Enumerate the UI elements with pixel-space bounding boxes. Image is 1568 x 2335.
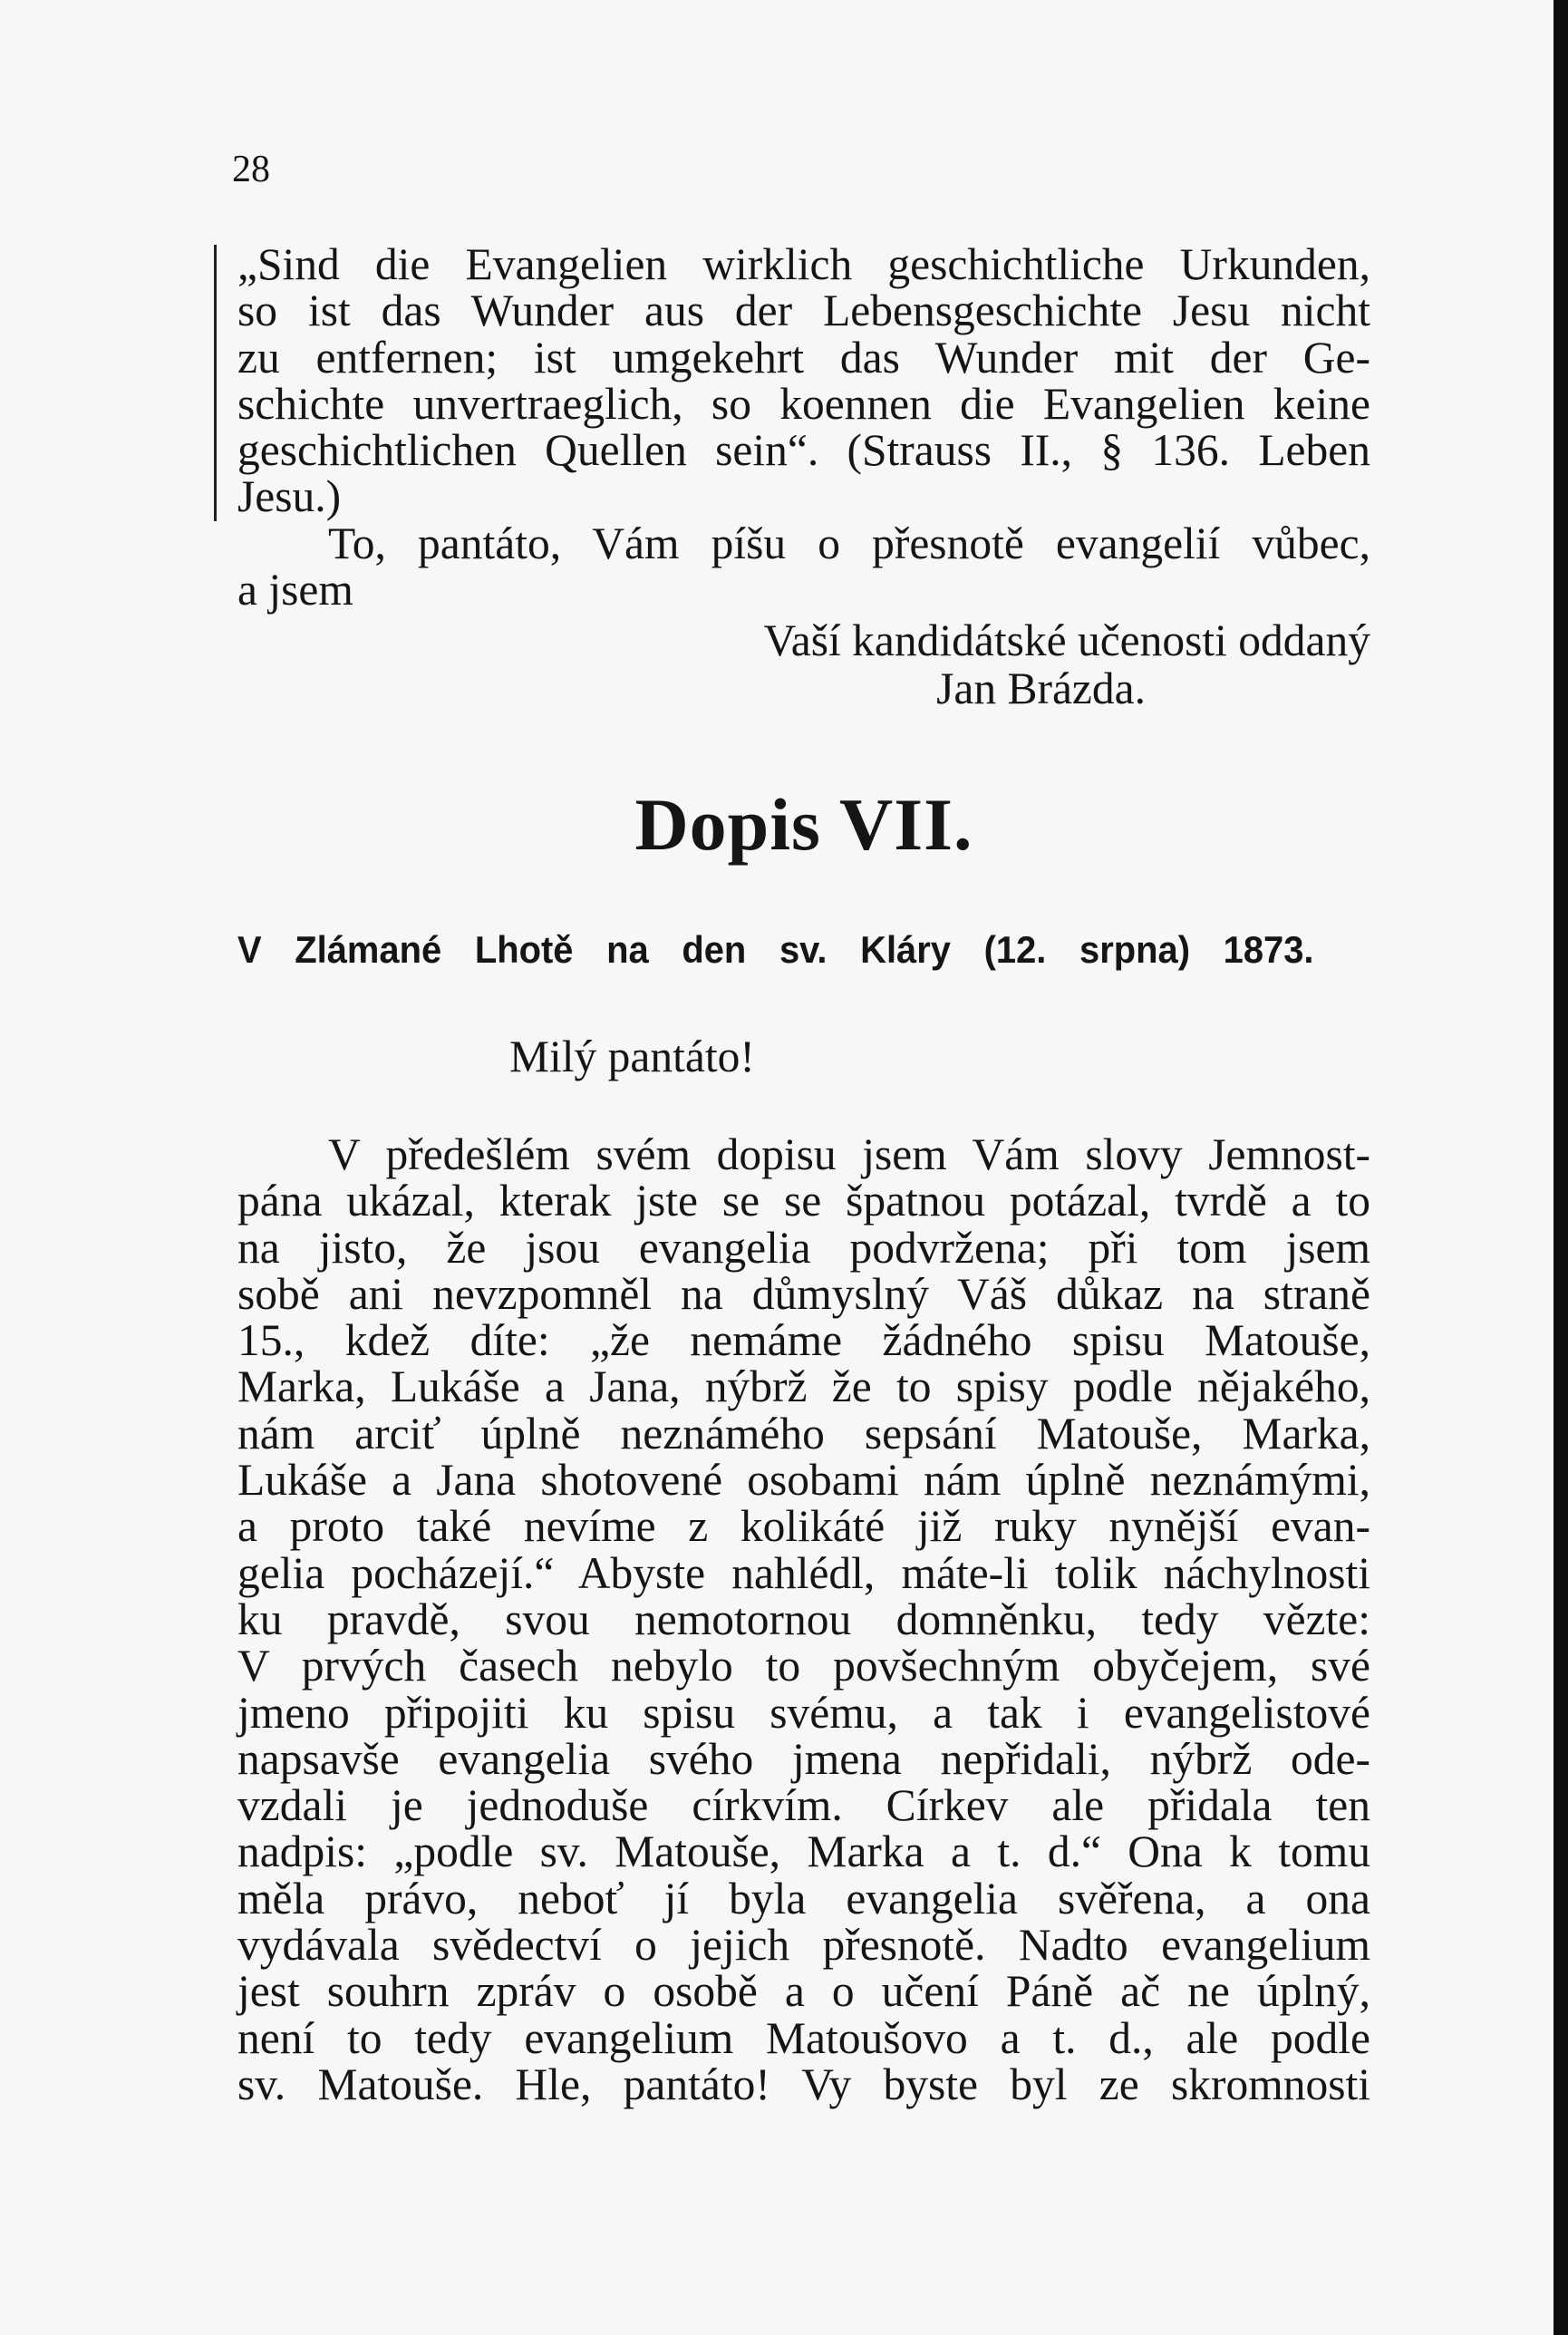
quote-line: zu entfernen; ist umgekehrt das Wunder mit der Ge-	[237, 332, 1370, 383]
body-line: napsavše evangelia svého jmena nepřidali, nýbrž ode-	[237, 1733, 1370, 1784]
body-line: V prvých časech nebylo to povšechným obyčejem, své	[237, 1641, 1370, 1691]
body-line: nadpis: „podle sv. Matouše, Marka a t. d.“ Ona k tomu	[237, 1826, 1370, 1877]
letter-body	[237, 1131, 1370, 2107]
letter-heading: Dopis VII.	[634, 783, 973, 866]
body-line: Lukáše a Jana shotovené osobami nám úplně neznámými,	[237, 1455, 1370, 1506]
body-line: V předešlém svém dopisu jsem Vám slovy Jemnost-	[328, 1129, 1370, 1179]
body-line: a proto také nevíme z kolikáté již ruky nynější evan-	[237, 1501, 1370, 1552]
quote-line: geschichtlichen Quellen sein“. (Strauss II., § 136. Leben	[237, 425, 1370, 476]
body-line: sobě ani nevzpomněl na důmyslný Váš důkaz na straně	[237, 1268, 1370, 1319]
page-edge-shadow	[1553, 0, 1568, 2335]
salutation: Milý pantáto!	[509, 1032, 755, 1081]
body-line: na jisto, že jsou evangelia podvržena; při tom jsem	[237, 1222, 1370, 1273]
body-line: Marka, Lukáše a Jana, nýbrž že to spisy podle nějakého,	[237, 1361, 1370, 1412]
signature	[237, 616, 1370, 712]
signature-name: Jan Brázda.	[936, 664, 1146, 713]
body-line: sv. Matouše. Hle, pantáto! Vy byste byl ze skromnosti	[237, 2059, 1370, 2109]
body-line: ku pravdě, svou nemotornou domněnku, tedy vězte:	[237, 1594, 1370, 1644]
body-line: jmeno připojiti ku spisu svému, a tak i evangelistové	[237, 1687, 1370, 1738]
body-line: jest souhrn zpráv o osobě a o učení Páně ač ne úplný,	[237, 1966, 1370, 2017]
closing-line: a jsem	[237, 565, 353, 615]
page-number: 28	[232, 149, 270, 190]
quote-line: so ist das Wunder aus der Lebensgeschichte Jesu nicht	[237, 286, 1370, 336]
body-line: gelia pocházejí.“ Abyste nahlédl, máte-li tolik náchylnosti	[237, 1547, 1370, 1598]
quote-line: schichte unvertraeglich, so koennen die Evangelien keine	[237, 378, 1370, 429]
body-line: měla právo, neboť jí byla evangelia svěřena, a ona	[237, 1873, 1370, 1923]
german-quote	[237, 241, 1370, 520]
body-line: vzdali je jednoduše církvím. Církev ale přidala ten	[237, 1780, 1370, 1831]
closing-line: To, pantáto, Vám píšu o přesnotě evangelií vůbec,	[328, 518, 1370, 568]
body-line: nám arciť úplně neznámého sepsání Matouše, Marka,	[237, 1408, 1370, 1458]
body-line: není to tedy evangelium Matoušovo a t. d., ale podle	[237, 2012, 1370, 2063]
quote-marker-rule	[214, 245, 217, 521]
letter-closing	[237, 520, 1370, 614]
dateline: V Zlámané Lhotě na den sv. Kláry (12. srpna) 1873.	[237, 928, 1314, 971]
body-line: vydávala svědectví o jejich přesnotě. Nadto evangelium	[237, 1920, 1370, 1971]
quote-line: Jesu.)	[237, 471, 342, 522]
body-line: 15., kdež díte: „že nemáme žádného spisu Matouše,	[237, 1315, 1370, 1366]
quote-line: „Sind die Evangelien wirklich geschichtliche Urkunden,	[237, 239, 1370, 289]
signature-line: Vaší kandidátské učenosti oddaný	[763, 615, 1370, 665]
body-line: pána ukázal, kterak jste se se špatnou potázal, tvrdě a to	[237, 1176, 1370, 1226]
